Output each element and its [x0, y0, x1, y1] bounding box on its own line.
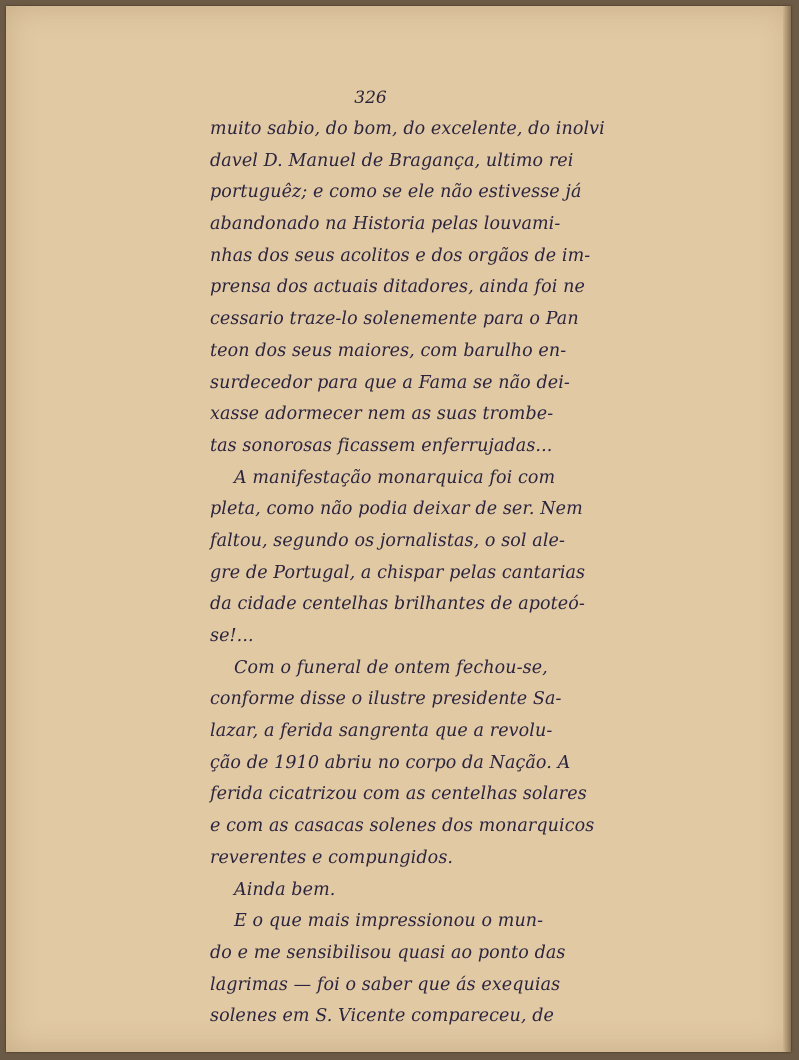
- page-spine-shadow: [783, 6, 791, 1052]
- text-line: muito sabio, do bom, do excelente, do inolvi: [210, 119, 605, 139]
- text-line: nhas dos seus acolitos e dos orgãos de im-: [210, 245, 591, 266]
- text-line: reverentes e compungidos.: [210, 847, 454, 868]
- text-line: davel D. Manuel de Bragança, ultimo rei: [210, 150, 574, 171]
- text-line: teon dos seus maiores, com barulho en-: [210, 340, 567, 361]
- manuscript-page: [6, 6, 791, 1052]
- text-line: faltou, segundo os jornalistas, o sol ale-: [210, 530, 565, 551]
- text-line: solenes em S. Vicente compareceu, de: [210, 1006, 554, 1027]
- text-line: conforme disse o ilustre presidente Sa-: [210, 689, 562, 710]
- text-line: Ainda bem.: [234, 879, 336, 900]
- handwritten-text-block: [210, 114, 690, 1033]
- text-line: prensa dos actuais ditadores, ainda foi ne: [210, 277, 585, 298]
- text-line: cessario traze-lo solenemente para o Pan: [210, 309, 579, 330]
- text-line: lagrimas — foi o saber que ás exequias: [210, 974, 561, 995]
- text-line: surdecedor para que a Fama se não dei-: [210, 372, 570, 393]
- text-line: ferida cicatrizou com as centelhas solares: [210, 784, 587, 805]
- text-line: ção de 1910 abriu no corpo da Nação. A: [210, 752, 571, 773]
- text-line: gre de Portugal, a chispar pelas cantarias: [210, 562, 586, 583]
- text-line: do e me sensibilisou quasi ao ponto das: [210, 942, 566, 963]
- text-line: lazar, a ferida sangrenta que a revolu-: [210, 721, 553, 742]
- text-line: da cidade centelhas brilhantes de apoteó-: [210, 594, 585, 615]
- text-line: abandonado na Historia pelas louvami-: [210, 214, 561, 235]
- text-line: se!...: [210, 626, 254, 646]
- text-line: tas sonorosas ficassem enferrujadas...: [210, 435, 553, 456]
- text-line: A manifestação monarquica foi com: [234, 467, 556, 488]
- text-line: pleta, como não podia deixar de ser. Nem: [210, 499, 583, 520]
- text-line: Com o funeral de ontem fechou-se,: [234, 657, 548, 678]
- text-line: xasse adormecer nem as suas trombe-: [210, 404, 554, 425]
- text-line: e com as casacas solenes dos monarquicos: [210, 816, 595, 837]
- text-line: portuguêz; e como se ele não estivesse já: [210, 182, 582, 203]
- text-line: E o que mais impressionou o mun-: [234, 911, 544, 932]
- page-number: 326: [354, 88, 387, 108]
